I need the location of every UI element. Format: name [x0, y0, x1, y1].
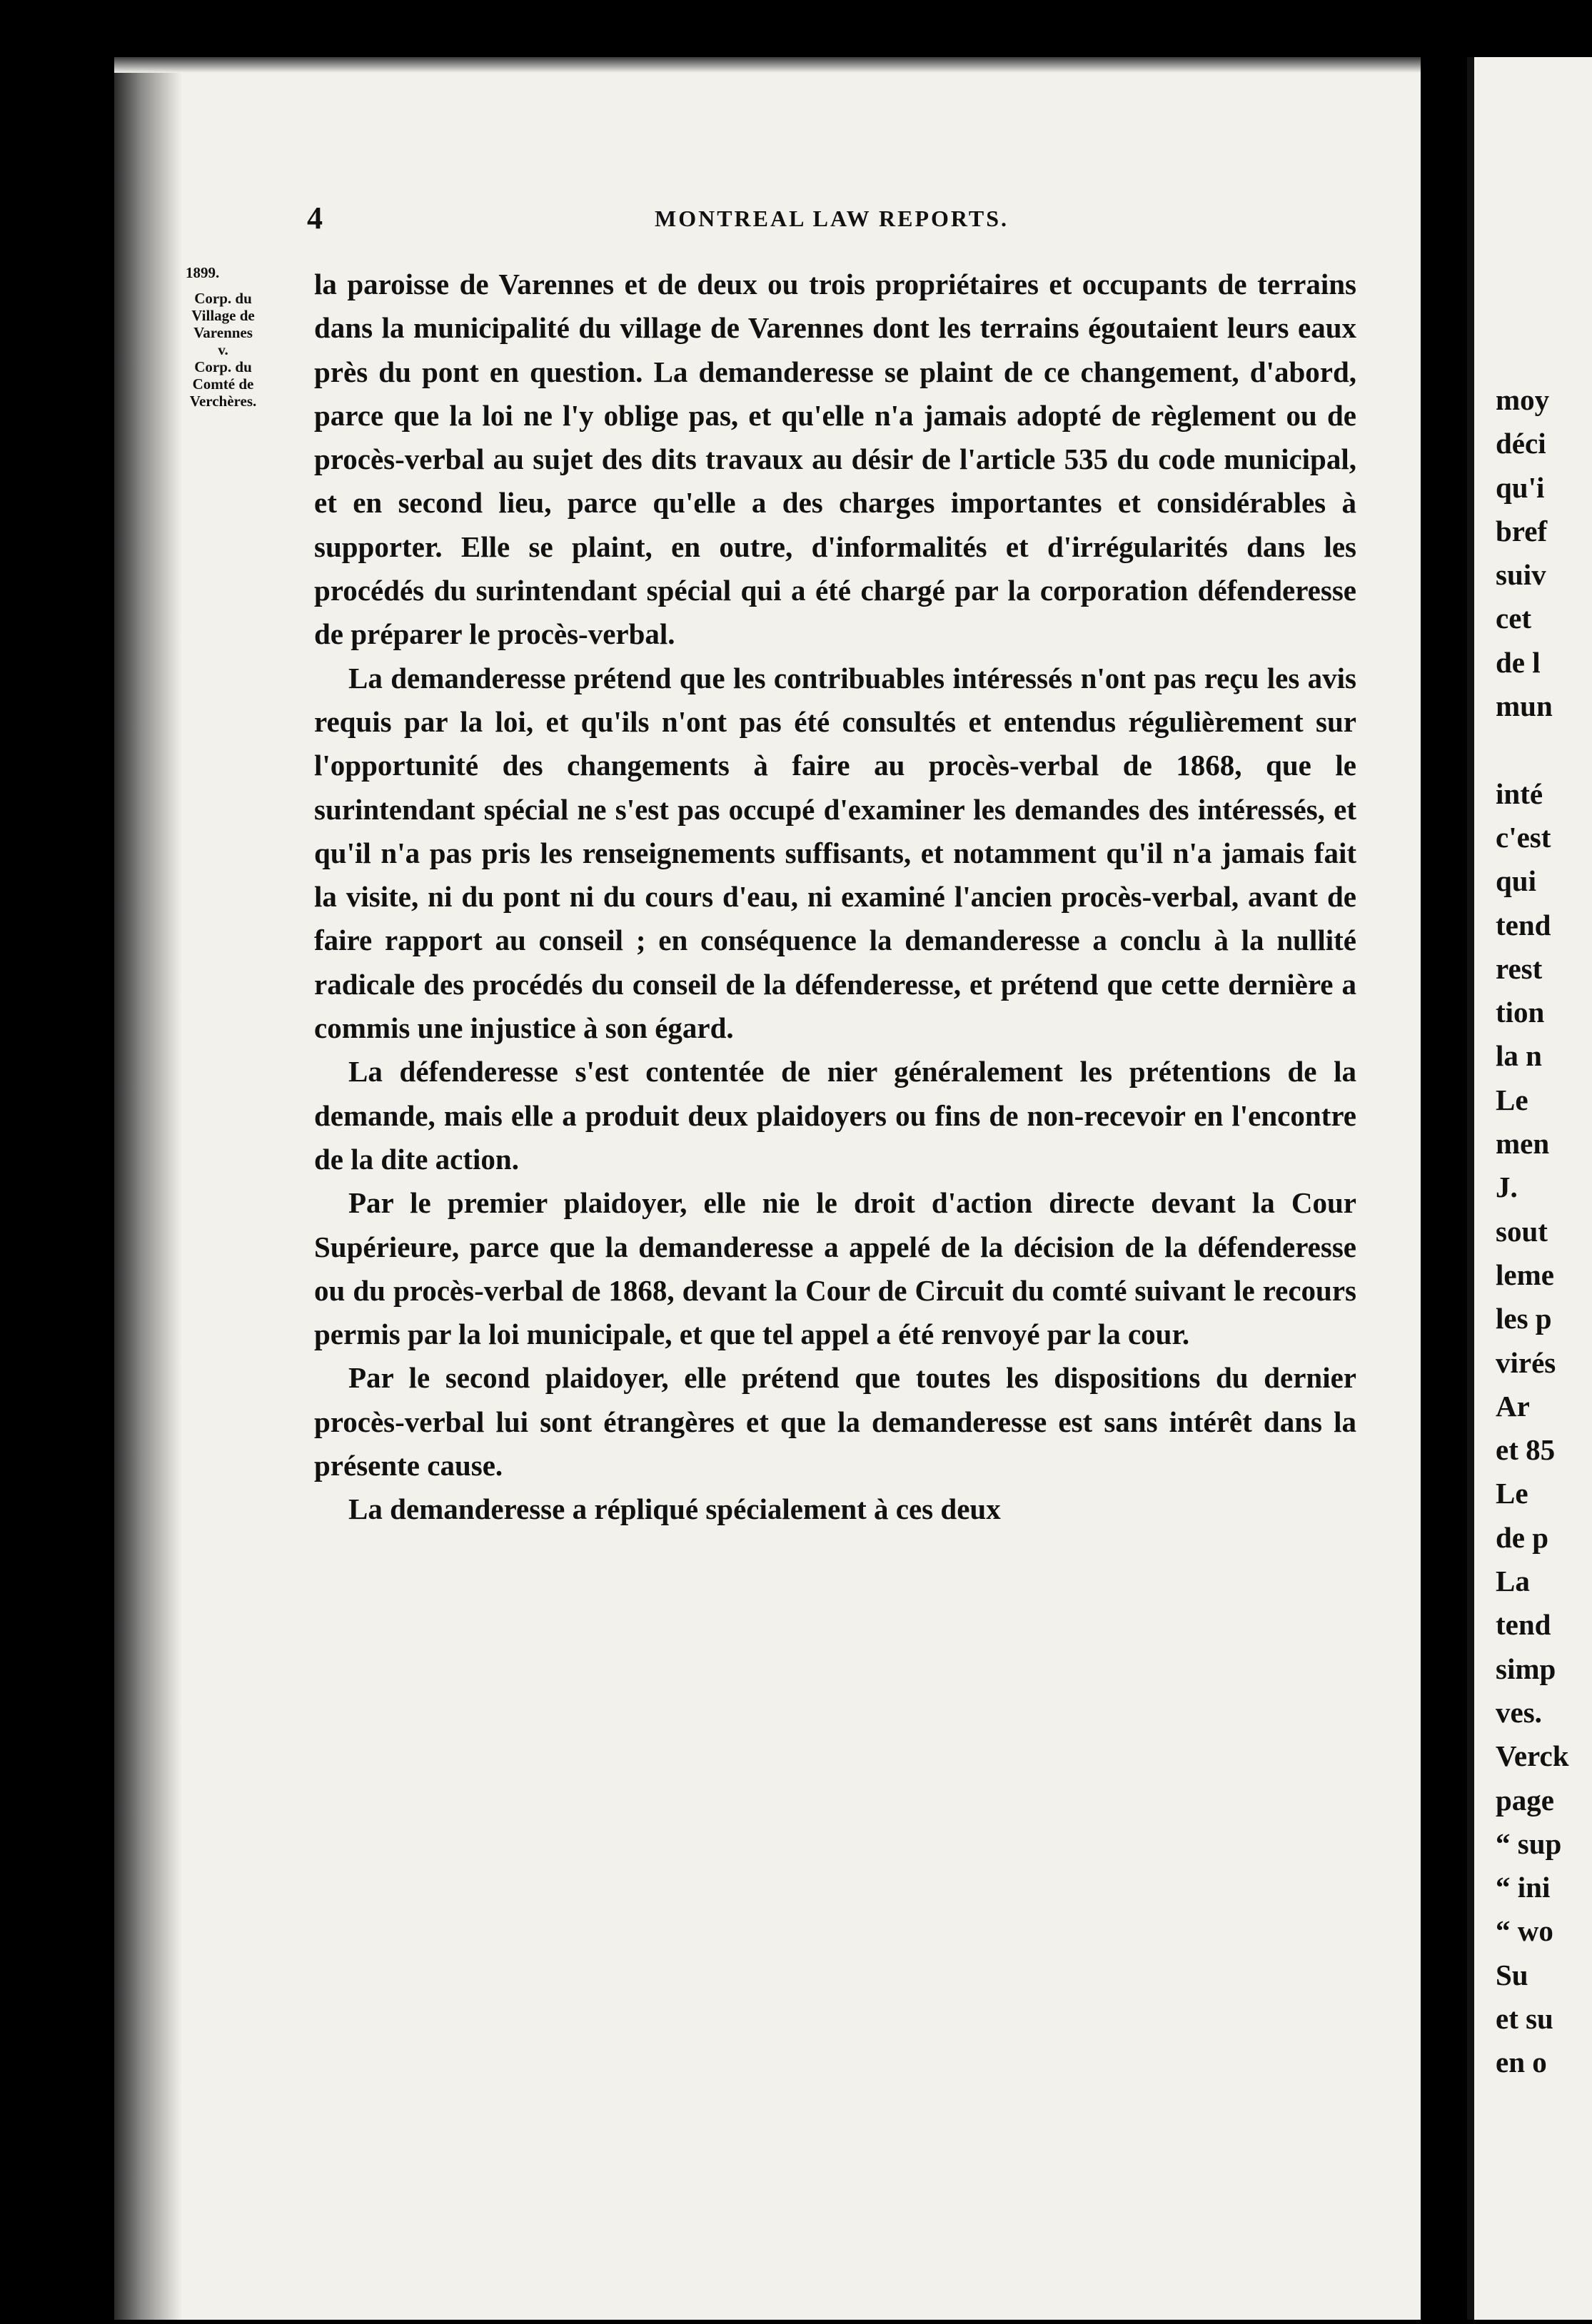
- sidenote-line: Village de: [191, 307, 255, 324]
- fragment-line: “ ini: [1496, 1871, 1551, 1904]
- fragment-line: “ sup: [1496, 1827, 1562, 1860]
- fragment-line: inté: [1496, 777, 1543, 810]
- fragment-line: la n: [1496, 1039, 1542, 1073]
- page-number: 4: [307, 201, 323, 236]
- fragment-line: les p: [1496, 1302, 1552, 1335]
- fragment-line: ves.: [1496, 1695, 1542, 1729]
- paragraph: la paroisse de Varennes et de deux ou trois propriétaires et occupants de terrains dans la municipalité du village de Varennes dont les terrains égoutaient leurs eaux près du pont en question. La demanderesse se plaint de ce changement, d'abord, parce que la loi ne l'y oblige pas, et qu'elle n'a jamais adopté de règlement ou de procès-verbal au sujet des dits travaux au désir de l'article 535 du code municipal, et en second lieu, parce qu'elle a des charges importantes et considérables à supporter. Elle se plaint, en outre, d'informalités et d'irrégularités dans les procédés du surintendant spécial qui a été chargé par la corporation défenderesse de préparer le procès-verbal.: [314, 268, 1356, 651]
- fragment-line: de p: [1496, 1520, 1549, 1554]
- right-page-fragment: [1467, 57, 1592, 2320]
- sidenote-year: 1899.: [186, 264, 220, 281]
- fragment-line: suiv: [1496, 558, 1546, 592]
- fragment-line: sout: [1496, 1214, 1548, 1248]
- fragment-line: qu'i: [1496, 470, 1545, 504]
- paragraph: La demanderesse a répliqué spécialement à ces deux: [348, 1492, 1001, 1526]
- fragment-line: tend: [1496, 908, 1551, 941]
- fragment-line: La: [1496, 1565, 1530, 1598]
- fragment-line: c'est: [1496, 820, 1551, 854]
- sidenote-line: v.: [218, 341, 228, 358]
- fragment-line: cet: [1496, 602, 1532, 635]
- sidenote-line: Corp. du: [194, 290, 252, 307]
- fragment-line: et 85: [1496, 1433, 1556, 1467]
- sidenote-line: Verchères.: [189, 393, 257, 410]
- fragment-line: bref: [1496, 514, 1548, 547]
- fragment-line: virés: [1496, 1345, 1556, 1379]
- fragment-line: de l: [1496, 645, 1541, 679]
- fragment-line: leme: [1496, 1258, 1554, 1291]
- paragraph: La défenderesse s'est contentée de nier généralement les prétentions de la demande, mais elle a produit deux plaidoyers ou fins de non-recevoir en l'encontre de la dite action.: [314, 1055, 1356, 1176]
- fragment-line: Verck: [1496, 1739, 1569, 1773]
- body-text: [314, 263, 1356, 1532]
- fragment-line: tion: [1496, 996, 1545, 1029]
- fragment-line: mun: [1496, 689, 1553, 723]
- page-gutter: [1467, 57, 1474, 2320]
- fragment-line: men: [1496, 1127, 1550, 1161]
- running-head: MONTREAL LAW REPORTS.: [654, 206, 1009, 231]
- sidenote-line: Corp. du: [194, 358, 252, 375]
- fragment-line: Le: [1496, 1477, 1528, 1510]
- fragment-line: en o: [1496, 2046, 1547, 2079]
- fragment-line: simp: [1496, 1652, 1556, 1685]
- fragment-line: page: [1496, 1783, 1554, 1817]
- sidenote-line: Comté de: [192, 375, 254, 393]
- fragment-line: Ar: [1496, 1389, 1530, 1423]
- fragment-line: déci: [1496, 427, 1546, 460]
- case-sidenote: [171, 264, 275, 410]
- page-header: [307, 200, 1356, 243]
- right-page-text: [1496, 378, 1592, 2085]
- paragraph: La demanderesse prétend que les contribuables intéressés n'ont pas reçu les avis requis par la loi, et qu'ils n'ont pas été consultés et entendus régulièrement sur l'opportunité des changements à faire au procès-verbal de 1868, que le surintendant spécial ne s'est pas occupé d'examiner les demandes des intéressés, et qu'il n'a pas pris les renseignements suffisants, et notamment qu'il n'a jamais fait la visite, ni du pont ni du cours d'eau, ni examiné l'ancien procès-verbal, avant de faire rapport au conseil ; en conséquence la demanderesse a conclu à la nullité radicale des procédés du conseil de la défenderesse, et prétend que cette dernière a commis une injustice à son égard.: [314, 661, 1356, 1045]
- fragment-line: Su: [1496, 1958, 1528, 1991]
- fragment-line: tend: [1496, 1608, 1551, 1642]
- paragraph: Par le second plaidoyer, elle prétend que toutes les dispositions du dernier procès-verbal lui sont étrangères et que la demanderesse est sans intérêt dans la présente cause.: [314, 1361, 1356, 1482]
- fragment-line: qui: [1496, 864, 1536, 898]
- fragment-line: “ wo: [1496, 1914, 1553, 1948]
- fragment-gap: [1496, 728, 1592, 772]
- fragment-line: moy: [1496, 383, 1550, 416]
- fragment-line: et su: [1496, 2001, 1553, 2035]
- sidenote-line: Varennes: [193, 324, 253, 341]
- paragraph: Par le premier plaidoyer, elle nie le droit d'action directe devant la Cour Supérieure, parce que la demanderesse a appelé de la décision de la défenderesse ou du procès-verbal de 1868, devant la Cour de Circuit du comté suivant le recours permis par la loi municipale, et que tel appel a été renvoyé par la cour.: [314, 1186, 1356, 1351]
- fragment-line: J.: [1496, 1171, 1518, 1204]
- fragment-line: Le: [1496, 1083, 1528, 1116]
- fragment-line: rest: [1496, 951, 1543, 985]
